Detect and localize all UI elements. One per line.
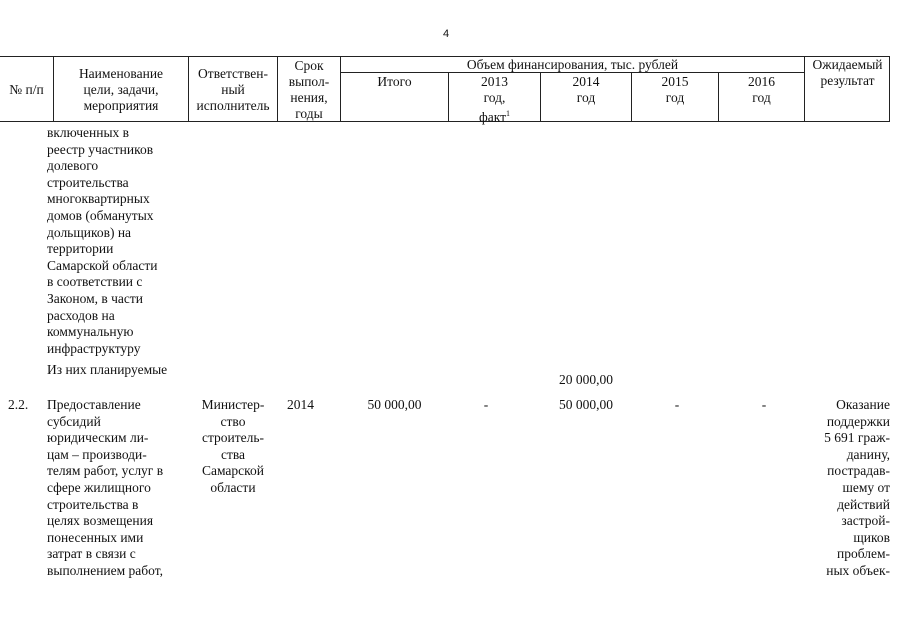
row-result-line: данину,: [846, 446, 890, 462]
row-result-line: застрой-: [841, 513, 890, 529]
continued-line: территории: [47, 241, 114, 257]
continued-line: расходов на: [47, 307, 115, 323]
row-description-line: строительства в: [47, 496, 139, 512]
row-description-line: Предоставление: [47, 397, 141, 412]
row-number: 2.2.: [8, 397, 29, 412]
header-col-term: [278, 58, 340, 122]
row-responsible-line: строитель-: [201, 430, 265, 446]
header-col-number: № п/п: [9, 82, 44, 97]
row-description-line: выполнением работ,: [47, 562, 163, 578]
row-description-line: субсидий: [47, 413, 101, 429]
header-col-result: [805, 57, 890, 89]
header-col-2013-fact: факт: [478, 109, 507, 125]
row-description-line: целях возмещения: [47, 513, 154, 529]
header-col-result-line: Ожидаемый: [812, 57, 883, 72]
row-description-line: затрат в связи с: [47, 546, 136, 562]
header-col-2016-line: год: [752, 90, 771, 105]
header-col-name-line: цели, задачи,: [83, 82, 159, 97]
header-col-name-line: Наименование: [78, 66, 164, 81]
row-value-2015: -: [674, 397, 680, 412]
continued-line: долевого: [47, 158, 99, 174]
row-responsible-line: Самарской: [201, 463, 265, 479]
header-col-term-line: нения,: [290, 90, 328, 105]
row-value-2014: 50 000,00: [559, 397, 613, 412]
planned-label: Из них планируемые: [47, 362, 168, 377]
planned-value-2014: 20 000,00: [559, 372, 613, 387]
row-result-line: Оказание: [836, 397, 890, 412]
header-col-2015-line: год: [665, 90, 685, 105]
header-col-2013: [449, 74, 540, 126]
row-responsible: [189, 397, 277, 497]
header-col-2014-line: год: [576, 90, 596, 105]
footnote-marker: 1: [506, 109, 511, 118]
header-financing-group: Объем финансирования, тыс. рублей: [466, 57, 679, 72]
continued-line: строительства: [47, 174, 129, 190]
header-col-responsible-line: ный: [221, 82, 245, 97]
continued-line: коммунальную: [47, 324, 134, 340]
header-col-name-line: мероприятия: [83, 98, 159, 113]
page-number: 4: [443, 28, 450, 40]
row-responsible-line: Министер-: [201, 397, 265, 412]
header-col-responsible-line: исполнитель: [196, 98, 270, 113]
continued-line: Законом, в части: [47, 290, 144, 306]
row-description-line: телям работ, услуг в: [47, 463, 164, 479]
row-description-line: юридическим ли-: [47, 430, 149, 446]
continued-line: домов (обманутых: [47, 207, 154, 223]
header-col-responsible-line: Ответствен-: [198, 66, 268, 81]
row-responsible-line: области: [210, 479, 256, 495]
continued-line: реестр участников: [47, 141, 154, 157]
row-responsible-line: ства: [220, 446, 246, 462]
continued-line: многоквартирных: [47, 191, 150, 207]
row-value-2013: -: [483, 397, 489, 412]
row-result-line: шему от: [842, 479, 890, 495]
header-col-term-line: годы: [295, 106, 323, 121]
continued-description: [47, 125, 187, 357]
header-col-2013-line: [449, 106, 540, 126]
row-result-line: поддержки: [826, 413, 890, 429]
row-description-line: понесенных ими: [47, 529, 144, 545]
header-col-2015-line: 2015: [661, 74, 689, 89]
header-col-term-line: Срок: [294, 58, 324, 73]
header-col-result-line: результат: [820, 73, 875, 88]
row-description-line: сфере жилищного: [47, 479, 151, 495]
header-col-2014-line: 2014: [572, 74, 600, 89]
header-col-total: Итого: [377, 74, 412, 89]
row-result-line: проблем-: [836, 546, 890, 562]
row-value-2016: -: [761, 397, 767, 412]
row-description-line: цам – производи-: [47, 446, 147, 462]
header-col-2016: [719, 74, 804, 106]
row-result-line: пострадав-: [827, 463, 890, 479]
header-col-name: [54, 66, 188, 114]
header-col-2013-line: 2013: [481, 74, 508, 89]
header-col-responsible: [189, 66, 277, 114]
continued-line: Самарской области: [47, 257, 158, 273]
header-col-2015: [632, 74, 718, 106]
continued-line: дольщиков) на: [47, 224, 132, 240]
row-result-line: ных объек-: [826, 562, 890, 578]
continued-line: инфраструктуру: [47, 340, 141, 356]
row-total: 50 000,00: [367, 397, 422, 412]
row-result-line: 5 691 граж-: [824, 430, 890, 446]
row-term: 2014: [287, 397, 314, 412]
continued-line: в соответствии с: [47, 274, 143, 290]
header-col-2014: [541, 74, 631, 106]
header-col-term-line: выпол-: [288, 74, 330, 89]
row-result-line: действий: [837, 496, 890, 512]
row-result-line: щиков: [853, 529, 890, 545]
row-responsible-line: ство: [220, 413, 246, 429]
row-description: [47, 397, 187, 580]
header-col-2013-line: год,: [483, 90, 506, 105]
continued-line: включенных в: [47, 125, 130, 140]
row-result: [800, 397, 890, 580]
header-col-2016-line: 2016: [748, 74, 775, 89]
